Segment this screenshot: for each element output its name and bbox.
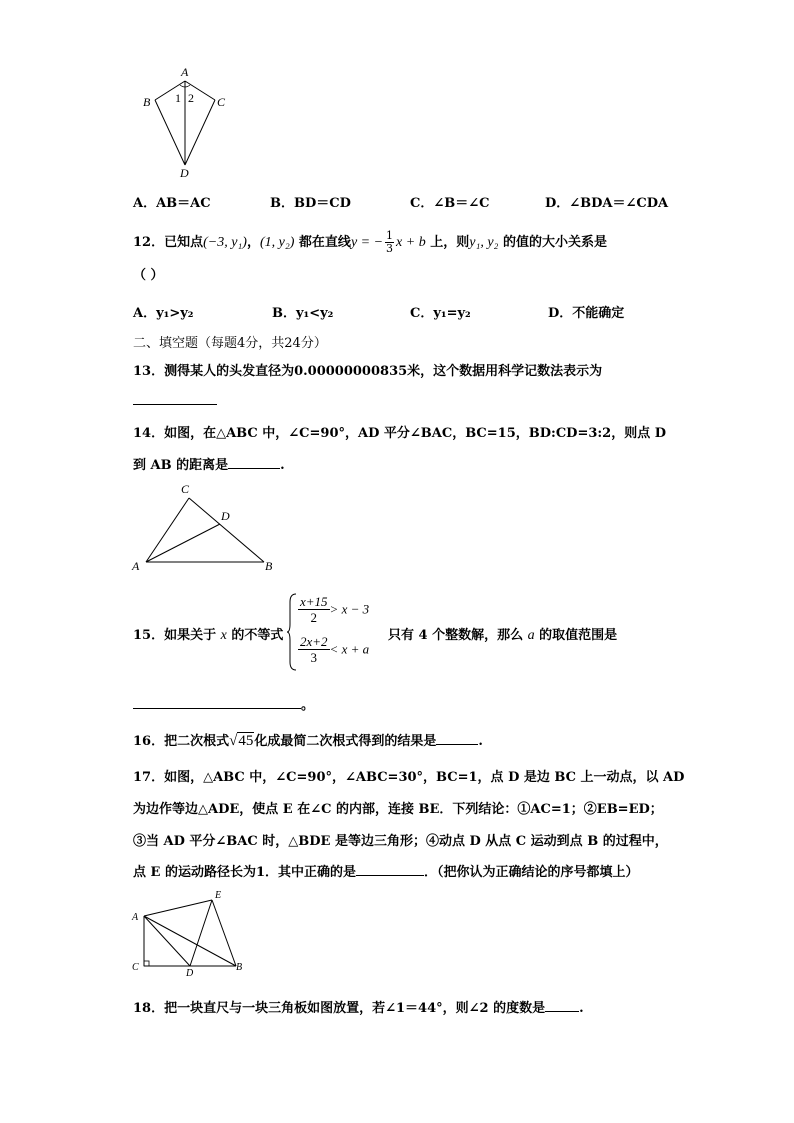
q15-ineq2-num: 2x+2: [300, 634, 328, 649]
q11-kite-figure: [140, 64, 240, 179]
q17-answer-blank[interactable]: [356, 875, 424, 876]
q16-end: .: [478, 734, 483, 749]
q16-sqrt-sign: √45: [229, 733, 254, 749]
q16-lead: 16．把二次根式: [133, 734, 230, 749]
q18-answer-blank[interactable]: [545, 1011, 579, 1012]
q11-label-b: B: [143, 95, 151, 109]
q11-option-b: B．BD＝CD: [270, 196, 351, 211]
q14-triangle-figure: [128, 478, 288, 576]
q11-label-c: C: [217, 95, 226, 109]
q17-line4-end: ．（把你认为正确结论的序号都填上）: [424, 865, 639, 880]
q17-line2: 为边作等边△ADE，使点 E 在∠C 的内部，连接 BE．下列结论：①AC=1；②EB=ED；: [133, 802, 663, 817]
q15-end: 。: [301, 698, 315, 713]
q12-number: 12．: [133, 235, 165, 250]
q11-label-a: A: [181, 65, 189, 79]
q12-frac-num: 1: [386, 229, 394, 242]
q15-brace: [286, 592, 298, 672]
q13-answer-blank[interactable]: [133, 404, 217, 405]
q17-label-b: B: [236, 962, 243, 973]
q17-line4-text: 点 E 的运动路径长为1．其中正确的是: [133, 865, 357, 880]
q14-label-c: C: [181, 482, 190, 496]
q11-option-a: A．AB＝AC: [133, 196, 211, 211]
q12-point2: (1, y₂): [259, 235, 295, 250]
q16-radicand: 45: [238, 733, 254, 749]
q16-tail: 化成最简二次根式得到的结果是: [254, 734, 437, 749]
q15-ineq1-fraction: [298, 594, 330, 625]
q15-tail: [388, 624, 617, 644]
q12-option-b: B．y₁<y₂: [272, 306, 334, 321]
q12-eq-left: y = −: [350, 235, 384, 250]
q14-answer-blank[interactable]: [228, 468, 280, 469]
q17-label-d: D: [186, 968, 194, 978]
q17-label-c: C: [132, 962, 139, 973]
q15-var-x: x: [220, 628, 227, 643]
q15-answer-blank[interactable]: [133, 708, 301, 709]
q15-ineq2: [298, 634, 369, 665]
q15-answer-line: [133, 694, 314, 713]
q12-frac-den: 3: [386, 242, 394, 255]
q17-line3: ③当 AD 平分∠BAC 时，△BDE 是等边三角形；④动点 D 从点 C 运动到点 B 的过程中，: [133, 834, 668, 849]
q15-ineq1-den: 2: [310, 610, 318, 625]
q12-text1: 已知点: [164, 235, 204, 250]
q11-option-d: D．∠BDA＝∠CDA: [545, 196, 669, 211]
q12-option-a: A．y₁>y₂: [133, 306, 194, 321]
q12-vars: y₁, y₂: [469, 235, 499, 250]
q12-sep: ，: [246, 235, 260, 250]
q15-lead-text: 15．如果关于: [133, 628, 217, 643]
q15-ineq2-den: 3: [310, 650, 318, 665]
q15-lead: [133, 624, 283, 644]
q14-label-a: A: [132, 559, 140, 573]
q12-text2: 都在直线: [298, 235, 351, 250]
q17-line1: 17．如图，△ABC 中，∠C=90°，∠ABC=30°，BC=1，点 D 是边 BC 上一动点，以 AD: [133, 770, 685, 785]
q17-triangle-figure: [128, 886, 252, 978]
q14-line2-end: .: [280, 458, 285, 473]
q12-text3: 上，则: [430, 235, 470, 250]
q12-question: [133, 230, 607, 255]
q15-ineq1-right: > x − 3: [329, 601, 370, 617]
q14-line2: [133, 454, 285, 473]
q14-label-b: B: [265, 559, 273, 573]
q18-lead: 18．把一块直尺与一块三角板如图放置，若∠1＝44°，则∠2 的度数是: [133, 1001, 546, 1016]
q11-option-c: C．∠B＝∠C: [410, 196, 490, 211]
q15-tail2: 的取值范围是: [539, 628, 618, 643]
q18-end: .: [579, 1001, 584, 1016]
q12-eq-right: x + b: [396, 235, 426, 250]
q17-line4: [133, 861, 639, 880]
q15-mid-text: 的不等式: [231, 628, 284, 643]
q12-option-d: D．不能确定: [548, 306, 625, 321]
q12-point1: (−3, y₁): [203, 235, 247, 250]
q11-label-angle2: 2: [188, 91, 194, 105]
q16-answer-blank[interactable]: [436, 744, 478, 745]
q18-question: [133, 997, 584, 1016]
q15-ineq1-num: x+15: [300, 594, 328, 609]
q15-ineq2-right: < x + a: [329, 641, 370, 657]
q15-ineq1: [298, 594, 369, 625]
q13-question: 13．测得某人的头发直径为0.00000000835米，这个数据用科学记数法表示为: [133, 364, 603, 379]
q12-text4: 的值的大小关系是: [502, 235, 607, 250]
q15-tail1: 只有 4 个整数解，那么: [388, 628, 524, 643]
q17-label-a: A: [132, 912, 139, 923]
section2-heading: 二、填空题（每题4分，共24分）: [133, 336, 327, 351]
q11-label-d: D: [180, 166, 189, 179]
q15-ineq2-fraction: [298, 634, 330, 665]
q14-label-d: D: [221, 509, 230, 523]
q14-line2-text: 到 AB 的距离是: [133, 458, 229, 473]
q12-fraction: [385, 230, 394, 255]
q12-option-c: C．y₁=y₂: [410, 306, 471, 321]
q11-label-angle1: 1: [175, 91, 181, 105]
q16-question: [133, 730, 483, 750]
q12-paren: （ ）: [133, 268, 164, 283]
q15-var-a: a: [527, 628, 535, 643]
q17-label-e: E: [215, 890, 222, 901]
q14-line1: 14．如图，在△ABC 中，∠C=90°，AD 平分∠BAC，BC=15，BD:CD=3:2，则点 D: [133, 426, 667, 441]
